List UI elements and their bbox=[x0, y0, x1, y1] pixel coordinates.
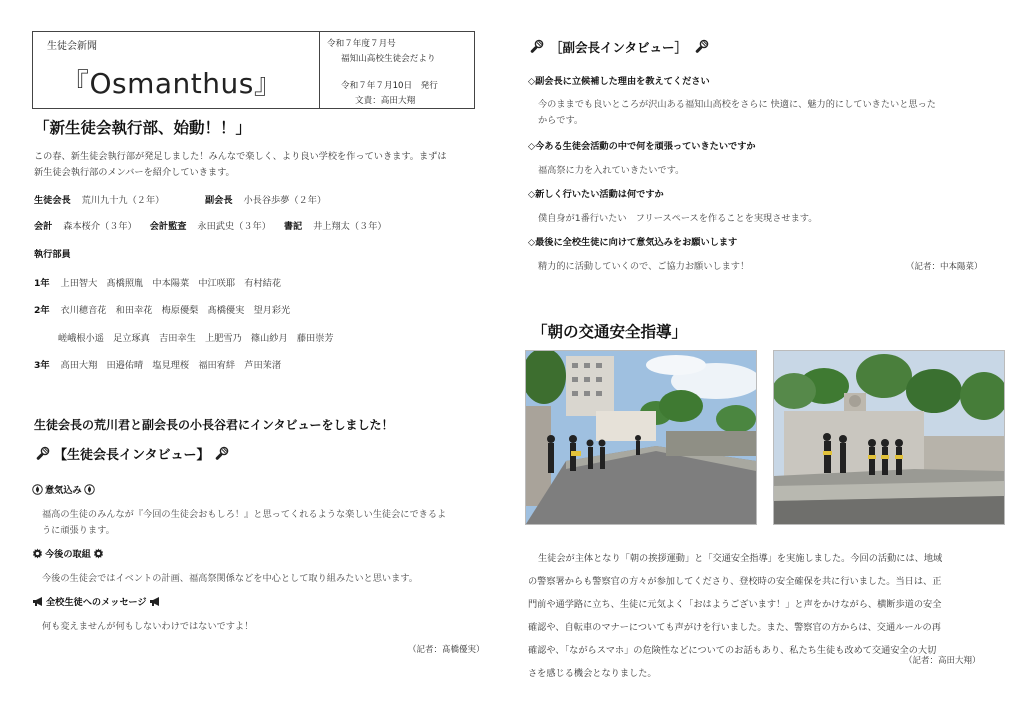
members-label: 執行部員 bbox=[34, 249, 71, 260]
question-1-text: 意気込み bbox=[45, 485, 82, 496]
vp-answer-2: 福高祭に力を入れていきたいです。 bbox=[538, 165, 685, 176]
masthead-divider bbox=[319, 32, 320, 108]
name-auditor: 永田武史（３年） bbox=[197, 221, 271, 232]
role-auditor: 会計監査 bbox=[149, 221, 187, 232]
answer-3: 何も変えませんが何もしないわけではないですよ！ bbox=[42, 621, 254, 632]
name-vice-president: 小長谷歩夢（２年） bbox=[243, 195, 327, 206]
answer-2: 今後の生徒会ではイベントの計画、福高祭関係などを中心として取り組みたいと思います。 bbox=[42, 573, 418, 584]
vp-credit: （記者：中本陽菜） bbox=[906, 262, 983, 272]
body-line-1: 生徒会が主体となり「朝の挨拶運動」と「交通安全指導」を実施しました。今回の活動には、地域 bbox=[538, 553, 943, 564]
megaphone-icon bbox=[32, 596, 44, 607]
vp-question-3: ◇新しく行いたい活動は何ですか bbox=[528, 189, 664, 200]
name-president: 荒川九十九（２年） bbox=[81, 195, 165, 206]
answer-1-line-1: 福高の生徒のみんなが『今回の生徒会おもしろ！』と思ってくれるような楽しい生徒会にできるよ bbox=[42, 509, 447, 520]
newspaper-title: 『Osmanthus』 bbox=[61, 67, 283, 100]
question-3-text: 全校生徒へのメッセージ bbox=[46, 597, 147, 608]
vp-question-4: ◇最後に全校生徒に向けて意気込みをお願いします bbox=[528, 237, 738, 248]
body-line-6: さを感じる機会となりました。 bbox=[528, 668, 657, 679]
role-secretary: 書記 bbox=[283, 221, 303, 232]
microphone-icon bbox=[693, 39, 709, 55]
vp-question-2: ◇今ある生徒会活動の中で何を頑張っていきたいですか bbox=[528, 141, 756, 152]
intro-line-1: この春、新生徒会執行部が発足しました！みんなで楽しく、より良い学校を作っていきます。まずは bbox=[34, 151, 447, 162]
issue-number: 令和７年度７月号 bbox=[327, 39, 396, 49]
megaphone-icon bbox=[149, 596, 161, 607]
traffic-credit: （記者：高田大翔） bbox=[904, 656, 981, 666]
grade-3-label: 3年 bbox=[34, 360, 50, 371]
photo-school-entrance bbox=[773, 350, 1005, 525]
traffic-headline: 「朝の交通安全指導」 bbox=[532, 323, 688, 341]
officers-row-1 bbox=[34, 193, 174, 209]
answer-1-line-2: うに頑張ります。 bbox=[42, 525, 115, 536]
president-interview-heading bbox=[34, 444, 229, 463]
grade-3-names: 高田大翔 田邉佑晴 塩見理桜 福田宥絆 芦田茉渚 bbox=[60, 360, 282, 371]
president-interview-title: 【生徒会長インタビュー】 bbox=[54, 448, 210, 463]
grade-3-row bbox=[34, 358, 281, 374]
body-line-4: 確認や、自転車のマナーについても声がけを行いました。また、警察官の方からは、交通ルールの再 bbox=[528, 622, 941, 633]
grade-2-names-cont: 嵯峨根小遥 足立琢真 吉田幸生 上肥雪乃 篠山紗月 藤田崇芳 bbox=[58, 333, 334, 344]
photo-school-gate-road bbox=[525, 350, 757, 525]
vp-interview-title: ［副会長インタビュー］ bbox=[550, 40, 688, 55]
grade-1-names: 上田智大 髙橋照胤 中本陽菜 中江咲耶 有村結花 bbox=[60, 278, 282, 289]
question-2-text: 今後の取組 bbox=[45, 549, 91, 560]
vp-answer-3: 僕自身が1番行いたい フリースペースを作ることを実現させます。 bbox=[538, 213, 818, 224]
grade-1-row bbox=[34, 276, 281, 292]
role-president: 生徒会長 bbox=[34, 195, 71, 206]
officers-row-2 bbox=[34, 219, 397, 235]
intro-line-2: 新生徒会執行部のメンバーを紹介していきます。 bbox=[34, 167, 235, 178]
left-credit: （記者：髙橋優実） bbox=[408, 645, 485, 655]
officers-row-1b bbox=[205, 193, 336, 209]
vp-answer-4: 精力的に活動していくので、ご協力お願いします！ bbox=[538, 261, 750, 272]
headline-new-council: 「新生徒会執行部、始動！！」 bbox=[34, 119, 252, 137]
vp-answer-1-line-2: からです。 bbox=[538, 115, 584, 126]
microphone-icon bbox=[213, 446, 229, 462]
question-1 bbox=[32, 482, 95, 496]
question-3 bbox=[32, 594, 161, 608]
masthead bbox=[32, 31, 475, 109]
microphone-icon bbox=[34, 446, 50, 462]
vp-question-1: ◇副会長に立候補した理由を教えてください bbox=[528, 76, 710, 87]
body-line-5: 確認や、「ながらスマホ」の危険性などについてのお話もあり、私たち生徒も改めて交通安全の大切 bbox=[528, 645, 937, 656]
flame-icon bbox=[32, 484, 43, 495]
role-treasurer: 会計 bbox=[34, 221, 53, 232]
interview-intro: 生徒会長の荒川君と副会長の小長谷君にインタビューをしました！ bbox=[34, 418, 394, 432]
body-line-3: 門前や通学路に立ち、生徒に元気よく「おはようございます！」と声をかけながら、横断歩道の安全 bbox=[528, 599, 942, 610]
masthead-label: 生徒会新聞 bbox=[47, 41, 97, 52]
vp-answer-1-line-1: 今のままでも良いところが沢山ある福知山高校をさらに 快適に、魅力的にしていきたいと思った bbox=[538, 99, 936, 110]
publisher: 福知山高校生徒会だより bbox=[341, 54, 436, 64]
publish-date: 令和７年７月10日 発行 bbox=[341, 81, 438, 91]
grade-2-names: 衣川穂音花 和田幸花 梅原優梨 髙橋優実 望月彩光 bbox=[60, 305, 291, 316]
name-secretary: 井上翔太（３年） bbox=[313, 221, 387, 232]
flame-icon bbox=[84, 484, 95, 495]
gear-icon bbox=[93, 548, 104, 559]
grade-2-row bbox=[34, 303, 290, 319]
question-2 bbox=[32, 546, 104, 560]
editor: 文責：高田大翔 bbox=[355, 96, 416, 106]
role-vice-president: 副会長 bbox=[205, 195, 233, 206]
vp-interview-heading bbox=[528, 38, 709, 56]
gear-icon bbox=[32, 548, 43, 559]
grade-2-label: 2年 bbox=[34, 305, 50, 316]
microphone-icon bbox=[528, 39, 544, 55]
name-treasurer: 森本桜介（３年） bbox=[63, 221, 137, 232]
grade-1-label: 1年 bbox=[34, 278, 50, 289]
body-line-2: の警察署からも警察官の方々が参加してくださり、登校時の安全確保を共に行いました。当日は、正 bbox=[528, 576, 942, 587]
